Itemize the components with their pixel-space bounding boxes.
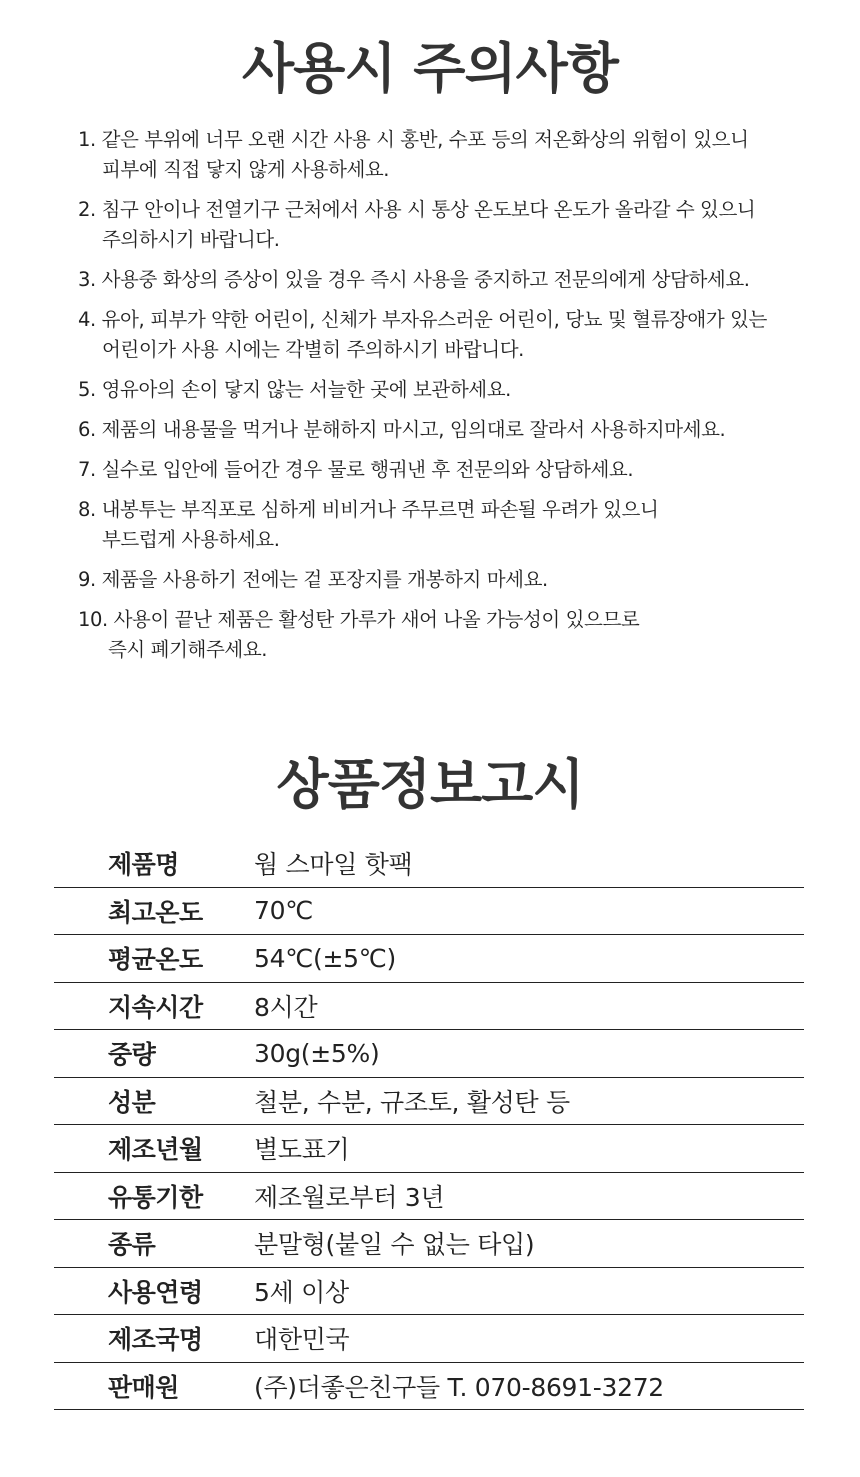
info-value: (주)더좋은친구들 T. 070-8691-3272	[254, 1372, 664, 1402]
info-row	[54, 983, 804, 1031]
info-value: 철분, 수분, 규조토, 활성탄 등	[254, 1087, 570, 1117]
info-label: 최고온도	[108, 897, 203, 927]
caution-line: 10. 사용이 끝난 제품은 활성탄 가루가 새어 나올 가능성이 있으므로	[78, 608, 640, 631]
info-row	[54, 840, 804, 888]
caution-line: 1. 같은 부위에 너무 오랜 시간 사용 시 홍반, 수포 등의 저온화상의 위험이 있으니	[78, 128, 749, 151]
cautions-list	[78, 125, 818, 675]
product-info-table	[54, 840, 804, 1410]
caution-line: 주의하시기 바랍니다.	[102, 228, 280, 251]
info-label: 성분	[108, 1087, 156, 1117]
caution-line: 5. 영유아의 손이 닿지 않는 서늘한 곳에 보관하세요.	[78, 378, 511, 401]
info-row	[54, 888, 804, 936]
caution-item	[78, 565, 818, 595]
caution-line: 피부에 직접 닿지 않게 사용하세요.	[102, 158, 390, 181]
info-label: 평균온도	[108, 945, 203, 975]
caution-item	[78, 415, 818, 445]
caution-line: 9. 제품을 사용하기 전에는 겉 포장지를 개봉하지 마세요.	[78, 568, 548, 591]
info-row	[54, 1173, 804, 1221]
caution-line: 2. 침구 안이나 전열기구 근처에서 사용 시 통상 온도보다 온도가 올라갈 수 있으니	[78, 198, 756, 221]
info-row	[54, 1268, 804, 1316]
caution-line: 즉시 폐기해주세요.	[108, 638, 268, 661]
caution-line: 6. 제품의 내용물을 먹거나 분해하지 마시고, 임의대로 잘라서 사용하지마세요.	[78, 418, 726, 441]
info-row	[54, 1315, 804, 1363]
caution-item	[78, 305, 818, 365]
info-label: 제품명	[108, 850, 179, 880]
info-row	[54, 1125, 804, 1173]
info-value: 8시간	[254, 992, 318, 1022]
caution-item	[78, 495, 818, 555]
caution-item	[78, 125, 818, 185]
caution-line: 3. 사용중 화상의 증상이 있을 경우 즉시 사용을 중지하고 전문의에게 상담하세요.	[78, 268, 750, 291]
caution-item	[78, 265, 818, 295]
caution-line: 어린이가 사용 시에는 각별히 주의하시기 바랍니다.	[102, 338, 524, 361]
info-row	[54, 1220, 804, 1268]
info-label: 제조년월	[108, 1135, 203, 1165]
info-value: 5세 이상	[254, 1277, 349, 1307]
info-value: 제조월로부터 3년	[254, 1182, 445, 1212]
caution-item	[78, 605, 818, 665]
info-value: 분말형(붙일 수 없는 타입)	[254, 1230, 535, 1260]
info-label: 중량	[108, 1040, 156, 1070]
info-value: 대한민국	[254, 1325, 350, 1355]
info-label: 유통기한	[108, 1182, 203, 1212]
caution-line: 4. 유아, 피부가 약한 어린이, 신체가 부자유스러운 어린이, 당뇨 및 혈류장애가 있는	[78, 308, 767, 331]
info-label: 제조국명	[108, 1325, 203, 1355]
info-label: 지속시간	[108, 992, 203, 1022]
info-value: 30g(±5%)	[254, 1038, 380, 1068]
info-row	[54, 1078, 804, 1126]
cautions-title: 사용시 주의사항	[242, 37, 618, 100]
caution-item	[78, 375, 818, 405]
info-value: 웜 스마일 핫팩	[254, 850, 413, 880]
info-label: 판매원	[108, 1372, 179, 1402]
product-info-title: 상품정보고시	[276, 753, 584, 816]
info-value: 70℃	[254, 896, 313, 926]
info-label: 사용연령	[108, 1277, 203, 1307]
info-value: 54℃(±5℃)	[254, 943, 396, 973]
info-row	[54, 1030, 804, 1078]
info-label: 종류	[108, 1230, 156, 1260]
caution-line: 7. 실수로 입안에 들어간 경우 물로 행궈낸 후 전문의와 상담하세요.	[78, 458, 634, 481]
caution-line: 8. 내봉투는 부직포로 심하게 비비거나 주무르면 파손될 우려가 있으니	[78, 498, 659, 521]
info-row	[54, 935, 804, 983]
info-row	[54, 1363, 804, 1411]
caution-item	[78, 195, 818, 255]
info-value: 별도표기	[254, 1135, 350, 1165]
caution-line: 부드럽게 사용하세요.	[102, 528, 280, 551]
caution-item	[78, 455, 818, 485]
